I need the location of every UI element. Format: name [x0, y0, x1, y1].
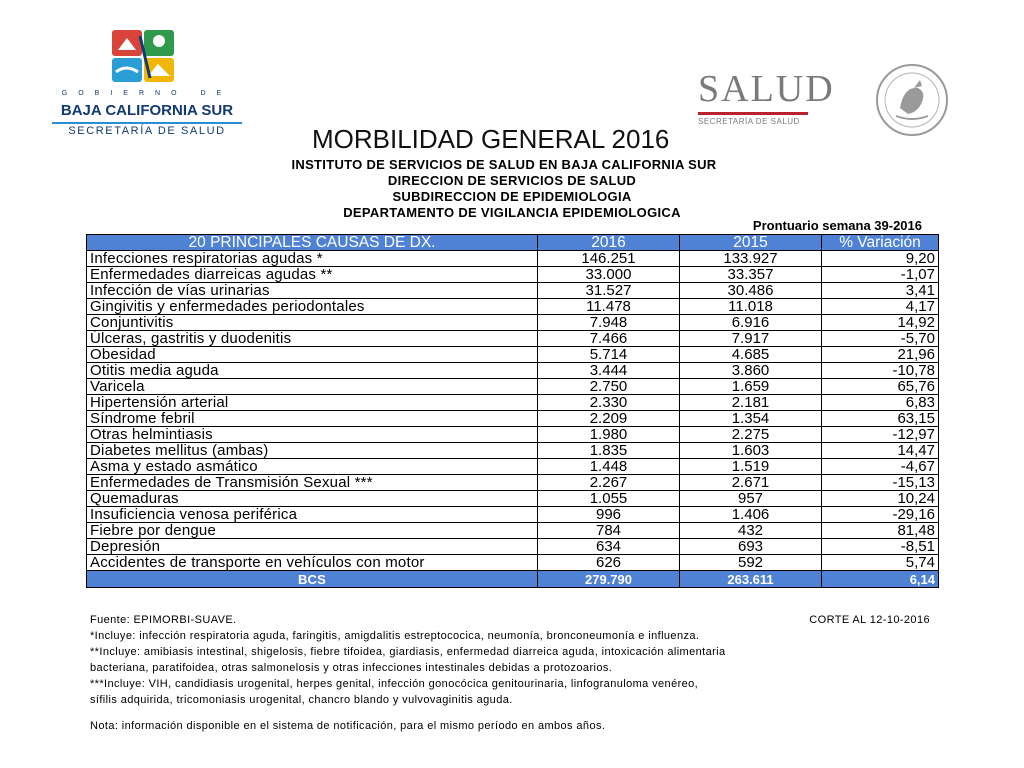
- value-2016-cell: 5.714: [538, 347, 680, 363]
- value-2016-cell: 634: [538, 539, 680, 555]
- column-header-causes: 20 PRINCIPALES CAUSAS DE DX.: [87, 235, 538, 251]
- value-2015-cell: 33.357: [680, 267, 822, 283]
- table-row: [87, 283, 939, 299]
- value-2015-cell: 30.486: [680, 283, 822, 299]
- value-2015-cell: 133.927: [680, 251, 822, 267]
- cause-cell: Enfermedades diarreicas agudas **: [87, 267, 538, 283]
- column-header-variation: % Variación: [822, 235, 939, 251]
- table-row: [87, 299, 939, 315]
- value-2015-cell: 1.659: [680, 379, 822, 395]
- value-2016-cell: 2.267: [538, 475, 680, 491]
- total-2016: 279.790: [538, 571, 680, 588]
- value-2015-cell: 592: [680, 555, 822, 571]
- bcs-gobierno-text: GOBIERNO DE: [61, 90, 233, 97]
- table-row: [87, 315, 939, 331]
- variation-cell: 9,20: [822, 251, 939, 267]
- table-row: [87, 411, 939, 427]
- value-2016-cell: 2.750: [538, 379, 680, 395]
- cause-cell: Depresión: [87, 539, 538, 555]
- variation-cell: 5,74: [822, 555, 939, 571]
- table-row: [87, 379, 939, 395]
- page-title: MORBILIDAD GENERAL 2016: [312, 124, 670, 154]
- table-row: [87, 555, 939, 571]
- value-2016-cell: 626: [538, 555, 680, 571]
- header-line-3: SUBDIRECCION DE EPIDEMIOLOGIA: [392, 189, 632, 204]
- table-row: [87, 363, 939, 379]
- value-2015-cell: 1.406: [680, 507, 822, 523]
- footnote-line: **Incluye: amibiasis intestinal, shigelosis, fiebre tifoidea, giardiasis, enfermedad diarreica aguda, intoxicación alimentaria: [90, 646, 726, 658]
- table-row: [87, 539, 939, 555]
- value-2016-cell: 2.209: [538, 411, 680, 427]
- variation-cell: -12,97: [822, 427, 939, 443]
- variation-cell: -4,67: [822, 459, 939, 475]
- value-2015-cell: 2.275: [680, 427, 822, 443]
- variation-cell: -29,16: [822, 507, 939, 523]
- mexico-national-seal-icon: [874, 62, 950, 138]
- value-2015-cell: 1.354: [680, 411, 822, 427]
- value-2015-cell: 957: [680, 491, 822, 507]
- variation-cell: -8,51: [822, 539, 939, 555]
- salud-red-bar: [698, 112, 808, 115]
- cause-cell: Síndrome febril: [87, 411, 538, 427]
- value-2016-cell: 11.478: [538, 299, 680, 315]
- table-row: [87, 491, 939, 507]
- footnote-line: ***Incluye: VIH, candidiasis urogenital, herpes genital, infección gonocócica genitourinaria, linfogranuloma venéreo,: [90, 678, 699, 690]
- total-variation: 6,14: [822, 571, 939, 588]
- value-2015-cell: 432: [680, 523, 822, 539]
- variation-cell: 14,47: [822, 443, 939, 459]
- cause-cell: Enfermedades de Transmisión Sexual ***: [87, 475, 538, 491]
- table-row: [87, 347, 939, 363]
- value-2015-cell: 11.018: [680, 299, 822, 315]
- total-2015: 263.611: [680, 571, 822, 588]
- table-row: [87, 427, 939, 443]
- variation-cell: 63,15: [822, 411, 939, 427]
- value-2015-cell: 1.519: [680, 459, 822, 475]
- value-2016-cell: 33.000: [538, 267, 680, 283]
- salud-word: SALUD: [698, 68, 835, 110]
- value-2015-cell: 693: [680, 539, 822, 555]
- source-line: [90, 612, 930, 628]
- bcs-government-logo: [52, 26, 242, 138]
- cause-cell: Varicela: [87, 379, 538, 395]
- table-row: [87, 331, 939, 347]
- variation-cell: 3,41: [822, 283, 939, 299]
- value-2015-cell: 3.860: [680, 363, 822, 379]
- value-2016-cell: 1.835: [538, 443, 680, 459]
- total-label: BCS: [87, 571, 538, 588]
- value-2015-cell: 4.685: [680, 347, 822, 363]
- table-row: [87, 395, 939, 411]
- table-total-row: [87, 571, 939, 588]
- table-row: [87, 523, 939, 539]
- column-header-2016: 2016: [538, 235, 680, 251]
- cause-cell: Quemaduras: [87, 491, 538, 507]
- value-2016-cell: 1.980: [538, 427, 680, 443]
- variation-cell: -10,78: [822, 363, 939, 379]
- source-text: Fuente: EPIMORBI-SUAVE.: [90, 614, 237, 626]
- value-2016-cell: 996: [538, 507, 680, 523]
- variation-cell: -5,70: [822, 331, 939, 347]
- table-row: [87, 507, 939, 523]
- value-2016-cell: 1.448: [538, 459, 680, 475]
- table-row: [87, 475, 939, 491]
- cause-cell: Úlceras, gastritis y duodenitis: [87, 331, 538, 347]
- cause-cell: Insuficiencia venosa periférica: [87, 507, 538, 523]
- cause-cell: Obesidad: [87, 347, 538, 363]
- cause-cell: Fiebre por dengue: [87, 523, 538, 539]
- footnote-line: bacteriana, paratifoidea, otras salmonelosis y otras infecciones intestinales debidas a protozoarios.: [90, 662, 613, 674]
- cause-cell: Otitis media aguda: [87, 363, 538, 379]
- value-2016-cell: 31.527: [538, 283, 680, 299]
- bcs-state-text: BAJA CALIFORNIA SUR: [60, 102, 234, 119]
- salud-subtitle: SECRETARÍA DE SALUD: [698, 117, 800, 126]
- cause-cell: Asma y estado asmático: [87, 459, 538, 475]
- variation-cell: 21,96: [822, 347, 939, 363]
- value-2016-cell: 2.330: [538, 395, 680, 411]
- table-row: [87, 459, 939, 475]
- value-2015-cell: 2.671: [680, 475, 822, 491]
- header-line-4: DEPARTAMENTO DE VIGILANCIA EPIDEMIOLOGICA: [343, 205, 681, 220]
- bcs-secretaria-text: SECRETARÍA DE SALUD: [52, 122, 242, 137]
- cause-cell: Conjuntivitis: [87, 315, 538, 331]
- footnote-line: sífilis adquirida, tricomoniasis urogenital, chancro blando y vulvovaginitis aguda.: [90, 694, 513, 706]
- table-header-row: [87, 235, 939, 251]
- morbidity-table: [86, 234, 939, 588]
- value-2016-cell: 1.055: [538, 491, 680, 507]
- column-header-2015: 2015: [680, 235, 822, 251]
- cause-cell: Infecciones respiratorias agudas *: [87, 251, 538, 267]
- table-row: [87, 443, 939, 459]
- cause-cell: Infección de vías urinarias: [87, 283, 538, 299]
- bcs-emblem-icon: [110, 28, 176, 84]
- cause-cell: Otras helmintiasis: [87, 427, 538, 443]
- table-row: [87, 251, 939, 267]
- value-2016-cell: 146.251: [538, 251, 680, 267]
- value-2016-cell: 7.466: [538, 331, 680, 347]
- variation-cell: 65,76: [822, 379, 939, 395]
- footnote-line: *Incluye: infección respiratoria aguda, faringitis, amigdalitis estreptococica, neumonía, bronconeumonía e influenza.: [90, 630, 700, 642]
- variation-cell: 6,83: [822, 395, 939, 411]
- footnotes: [90, 612, 930, 734]
- value-2016-cell: 7.948: [538, 315, 680, 331]
- variation-cell: 14,92: [822, 315, 939, 331]
- value-2015-cell: 7.917: [680, 331, 822, 347]
- cutoff-date: CORTE AL 12-10-2016: [809, 614, 930, 626]
- table-body: [87, 251, 939, 588]
- value-2016-cell: 3.444: [538, 363, 680, 379]
- header-line-1: INSTITUTO DE SERVICIOS DE SALUD EN BAJA CALIFORNIA SUR: [291, 157, 717, 172]
- value-2015-cell: 1.603: [680, 443, 822, 459]
- prontuario-label: Prontuario semana 39-2016: [752, 218, 922, 233]
- variation-cell: -1,07: [822, 267, 939, 283]
- table-row: [87, 267, 939, 283]
- variation-cell: -15,13: [822, 475, 939, 491]
- variation-cell: 81,48: [822, 523, 939, 539]
- variation-cell: 10,24: [822, 491, 939, 507]
- institution-headers: [0, 157, 1024, 221]
- value-2015-cell: 6.916: [680, 315, 822, 331]
- header-line-2: DIRECCION DE SERVICIOS DE SALUD: [387, 173, 637, 188]
- availability-note: Nota: información disponible en el sistema de notificación, para el mismo período en ambos años.: [90, 720, 606, 732]
- cause-cell: Diabetes mellitus (ambas): [87, 443, 538, 459]
- variation-cell: 4,17: [822, 299, 939, 315]
- cause-cell: Accidentes de transporte en vehículos con motor: [87, 555, 538, 571]
- value-2016-cell: 784: [538, 523, 680, 539]
- cause-cell: Gingivitis y enfermedades periodontales: [87, 299, 538, 315]
- value-2015-cell: 2.181: [680, 395, 822, 411]
- salud-logo: [698, 70, 858, 140]
- cause-cell: Hipertensión arterial: [87, 395, 538, 411]
